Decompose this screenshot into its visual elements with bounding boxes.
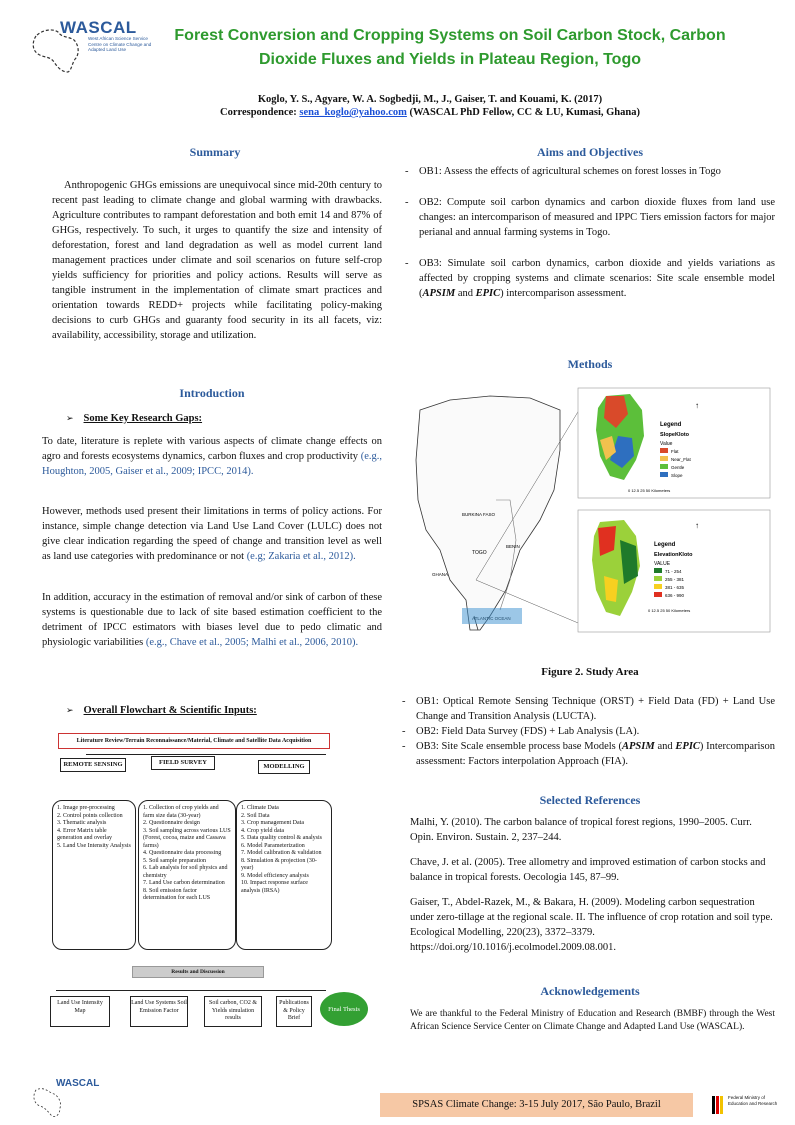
legend-swatch [660,448,668,453]
legend-swatch [654,576,662,581]
legend-swatch [654,584,662,589]
correspondence-label: Correspondence: [220,107,297,118]
legend-swatch [660,472,668,477]
logo-subtitle: West African Science Service Centre on Climate Change and Adapted Land Use [88,36,152,52]
intro-paragraph-3: In addition, accuracy in the estimation of removal and/or sink of carbon of these systems is questionable due to lack of site based estimation coefficient to the detriment of IPCC estimators with biases level due to pedo climatic and physiologic variabilities (e.g., Chave et al., 2005; Malhi et al., 2006, 2010). [42,592,382,648]
authors: Koglo, Y. S., Agyare, W. A. Sogbedji, M., J., Gaiser, T. and Kouami, K. (2017) [257,94,603,105]
email-link[interactable]: sena_koglo@yahoo.com [299,107,407,118]
footer-logo-name: WASCAL [56,1078,100,1089]
legend-label: 381 - 635 [665,585,685,590]
lower-legend-layer: ElevationKloto [654,552,693,558]
citation: (e.g., Chave et al., 2005; Malhi et al., 2006, 2010). [145,637,359,648]
aims-heading: Aims and Objectives [537,145,643,159]
poster-title: Forest Conversion and Cropping Systems on Soil Carbon Stock, Carbon Dioxide Fluxes and Yields in Plateau Region, Togo [174,27,726,68]
connector [86,754,326,755]
wascal-logo [28,14,163,76]
reference-item: Gaiser, T., Abdel-Razek, M., & Bakara, H. (2009). Modeling carbon sequestration under zero-tillage at the regional scale. II. The influence of crop rotation and soil type. Ecological Modelling, 220(23), 3372–3379. https://doi.org/10.1016/j.ecolmodel.2009.08.001. [410,897,773,953]
intro-paragraph-2: However, methods used present their limitations in terms of policy actions. For instance, simple change detection via Land Use Land Cover (LULC) does not give clear indication regarding the speed of change and transition level as well as land use categories with predominance or not (e.g; Zakaria et al., 2012). [42,506,382,562]
citation: (e.g; Zakaria et al., 2012). [246,551,356,562]
method-1: - OB1: Optical Remote Sensing Technique (ORST) + Field Data (FD) + Land Use Change and Transition Analysis (LUCTA). [400,694,775,724]
map-label-benin: BENIN [506,544,520,549]
methods-heading: Methods [567,357,613,371]
acknowledgements-text: We are thankful to the Federal Ministry of Education and Research (BMBF) through the West African Science Service Center on Climate Change and Adapted Land Use (WASCAL). [410,1009,775,1032]
logo-name: WASCAL [60,18,137,37]
reference-item: Malhi, Y. (2010). The carbon balance of tropical forest regions, 1990–2005. Curr. Opin. Environ. Sustain. 2, 237–244. [410,817,752,843]
north-arrow-icon: ↑ [695,401,699,410]
output-final-thesis [320,992,368,1026]
legend-label: Gentle [671,465,685,470]
references-heading: Selected References [539,793,641,807]
method-2: - OB2: Field Data Survey (FDS) + Lab Analysis (LA). [400,724,775,739]
upper-legend-title: Legend [660,422,682,428]
reference-item: Chave, J. et al. (2005). Tree allometry and improved estimation of carbon stocks and balance in tropical forests. Oecologia 145, 87–99. [410,857,766,883]
intro-paragraph-1: To date, literature is replete with various aspects of climate change effects on agro and forests ecosystems dynamics, carbon fluxes and crop productivity (e.g., Houghton, 2005, Gaiser et al., 2009; IPCC, 2014). [42,436,382,477]
map-label-togo: TOGO [472,550,487,556]
objective-3: - OB3: Simulate soil carbon dynamics, carbon dioxide and yields variations as affected by cropping systems and climate scenarios: Site scale ensemble model (APSIM and EPIC) intercomparison assessment. [403,256,775,301]
study-area-figure [410,380,775,652]
legend-swatch [654,592,662,597]
final-thesis-label: Final Thesis [328,1005,360,1013]
conference-banner: SPSAS Climate Change: 3-15 July 2017, São Paulo, Brazil [380,1093,693,1117]
acknowledgements-heading: Acknowledgements [540,984,640,998]
legend-label: Flat [671,449,679,454]
col-remote-sensing-head: REMOTE SENSING [60,758,126,772]
modelling-steps: 1. Climate Data 2. Soil Data 3. Crop management Data 4. Crop yield data 5. Data quality control & analysis 6. Model Parameterization 7. Model calibration & validation 8. Simulation & projection (30-year) 9. Model efficiency analysis 10. Impact response surface analysis (IRSA) [236,800,332,950]
legend-label: 255 - 381 [665,577,685,582]
ministry-name: Federal Ministry of Education and Research [728,1095,778,1106]
upper-legend-layer: SlopeKloto [660,432,690,438]
legend-swatch [660,464,668,469]
references-list [410,815,775,965]
figure-caption: Figure 2. Study Area [541,666,639,678]
upper-legend-value-label: Value [660,441,673,447]
method-3: - OB3: Site Scale ensemble process base Models (APSIM and EPIC) Intercomparison assessment: Factors interpolation Approach (FIA). [400,739,775,769]
legend-label: 636 - 990 [665,593,685,598]
legend-label: Slope [671,473,683,478]
output-simulation-results: Soil carbon, CO2 & Yields simulation results [204,996,262,1027]
research-gaps-label: Some Key Research Gaps: [83,413,203,424]
correspondence-affiliation: (WASCAL PhD Fellow, CC & LU, Kumasi, Ghana) [409,107,640,118]
legend-label: Near_Flat [671,457,691,462]
introduction-heading: Introduction [179,386,245,400]
connector [56,990,326,991]
results-bar: Results and Discussion [132,966,264,978]
flowchart-top-bar: Literature Review/Terrain Reconnaissance/Material, Climate and Satellite Data Acquisition [58,733,330,749]
objectives-list [403,164,775,301]
bmbf-logo [712,1092,782,1118]
summary-text: Anthropogenic GHGs emissions are unequivocal since mid-20th century to recent past leading to climate change and global warming with drawbacks. Agriculture contributes to rampant deforestation and both emit 14 and 87% of GHGs, respectively. To such, it urges to quantify the size and intensity of deforestation, forest and land degradation as well as model current land management practices under climate and soil scenarios on future self-crop yields sufficiency for priorities and policy actions. Results will serve as tangible instrument in the implementation of climate smart practices and orientation towards REDD+ projects while facilitating policy-making decisions to curb GHGs and guaranty food security in its all facets, viz: availability, accessibility, storage and utilization. [52,180,382,341]
north-arrow-icon: ↑ [695,521,699,530]
upper-scale: 0 12.5 25 50 Kilometers [628,488,671,493]
output-land-use-intensity-map: Land Use Intensity Map [50,996,110,1027]
field-survey-steps: 1. Collection of crop yields and farm size data (30-year) 2. Questionnaire design 3. Soil sampling across various LUS (Forest, cocoa, maize and Cassava farms) 4. Questionnaire data processing 5. Soil sample preparation 6. Lab analysis for soil physics and chemistry 7. Land Use carbon determination 8. Soil emission factor determination for each LUS [138,800,236,950]
arrow-bullet-icon: ➢ [66,705,74,715]
summary-heading: Summary [189,145,241,159]
lower-scale: 0 12.5 25 50 Kilometers [648,608,691,613]
output-publications: Publications & Policy Brief [276,996,312,1027]
objective-1: - OB1: Assess the effects of agricultural schemes on forest losses in Togo [403,164,775,179]
flowchart [46,728,376,1028]
flowchart-subheading [66,700,257,718]
methods-list [400,694,775,769]
map-label-ghana: GHANA [432,572,449,577]
correspondence [120,106,740,119]
federal-eagle-icon [712,1096,724,1114]
flowchart-label: Overall Flowchart & Scientific Inputs: [83,705,257,716]
legend-swatch [654,568,662,573]
remote-sensing-steps: 1. Image pre-processing 2. Control points collection 3. Thematic analysis 4. Error Matrix table generation and overlay 5. Land Use Intensity Analysis [52,800,136,950]
output-emission-factor: Land Use Systems Soil Emission Factor [130,996,188,1027]
col-field-survey-head: FIELD SURVEY [151,756,215,770]
legend-swatch [660,456,668,461]
research-gaps-subheading [66,408,202,426]
citation: (e.g., Houghton, 2005, Gaiser et al., 2009; IPCC, 2014). [42,451,382,477]
map-label-burkina: BURKINA FASO [462,512,496,517]
lower-legend-value-label: VALUE [654,561,671,567]
arrow-bullet-icon: ➢ [66,413,74,423]
study-area-map [410,380,775,652]
legend-label: 71 - 254 [665,569,682,574]
footer-wascal-logo [30,1078,120,1120]
col-modelling-head: MODELLING [258,760,310,774]
objective-2: - OB2: Compute soil carbon dynamics and carbon dioxide fluxes from land use changes: an intercomparison of measured and IPPC Tiers emission factors for major perianal and annual farming systems in Togo. [403,195,775,240]
authors-block [120,93,740,119]
lower-legend-title: Legend [654,542,676,548]
